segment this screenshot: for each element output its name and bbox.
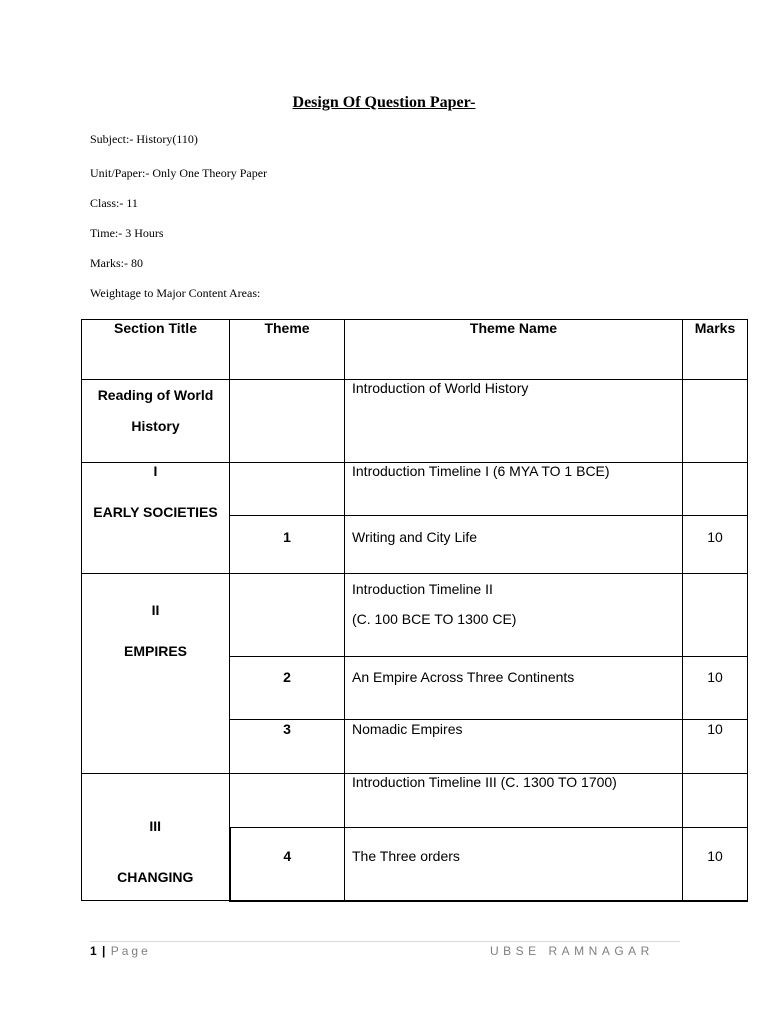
theme-name-cell: Introduction of World History: [345, 380, 683, 463]
footer-page-number: [90, 944, 151, 958]
theme-name-cell: Writing and City Life: [345, 516, 683, 574]
subject-line: Subject:- History(110): [90, 132, 198, 146]
page-word: Page: [110, 944, 151, 958]
timeline-cell: Introduction Timeline I (6 MYA TO 1 BCE): [345, 463, 683, 516]
footer-divider: [90, 941, 680, 942]
timeline-line1: Introduction Timeline II: [352, 581, 493, 597]
header-marks: Marks: [683, 320, 748, 380]
theme-number: 4: [230, 828, 345, 901]
table-row: [82, 774, 748, 828]
theme-name-cell: Nomadic Empires: [345, 720, 683, 774]
section-numeral: I: [153, 463, 158, 479]
table-row: [82, 463, 748, 516]
timeline-line2: (C. 100 BCE TO 1300 CE): [352, 611, 517, 627]
section-numeral: III: [149, 818, 162, 834]
time-line: Time:- 3 Hours: [90, 226, 164, 240]
timeline-cell: [345, 574, 683, 657]
theme-number: 3: [230, 720, 345, 774]
marks-cell: 10: [683, 720, 748, 774]
table-row: [82, 574, 748, 657]
section-label: EARLY SOCIETIES: [93, 504, 218, 520]
weightage-line: Weightage to Major Content Areas:: [90, 286, 261, 300]
section-empires: [82, 574, 230, 774]
section-reading: [82, 380, 230, 463]
section-numeral: II: [151, 602, 160, 618]
section-reading-line2: History: [131, 418, 180, 434]
marks-cell: 10: [683, 657, 748, 720]
header-section-title: Section Title: [82, 320, 230, 380]
table-header-row: [82, 320, 748, 380]
section-early-societies: [82, 463, 230, 574]
theme-name-cell: The Three orders: [345, 828, 683, 901]
theme-number: 1: [230, 516, 345, 574]
theme-number: 2: [230, 657, 345, 720]
marks-line: Marks:- 80: [90, 256, 143, 270]
table-row: [82, 380, 748, 463]
weightage-table: [81, 319, 748, 902]
class-line: Class:- 11: [90, 196, 138, 210]
document-title: Design Of Question Paper-: [292, 94, 476, 111]
header-theme-name: Theme Name: [345, 320, 683, 380]
header-theme: Theme: [230, 320, 345, 380]
page-number: 1: [90, 944, 98, 958]
footer-organization: UBSE RAMNAGAR: [490, 944, 654, 958]
section-reading-line1: Reading of World: [97, 387, 214, 403]
marks-cell: 10: [683, 516, 748, 574]
unit-line: Unit/Paper:- Only One Theory Paper: [90, 166, 268, 180]
page-separator: |: [102, 944, 107, 958]
section-label: CHANGING: [117, 869, 194, 885]
section-label: EMPIRES: [123, 643, 187, 659]
section-changing: [82, 774, 230, 901]
theme-name-cell: An Empire Across Three Continents: [345, 657, 683, 720]
marks-cell: 10: [683, 828, 748, 901]
timeline-cell: Introduction Timeline III (C. 1300 TO 1700): [345, 774, 683, 828]
